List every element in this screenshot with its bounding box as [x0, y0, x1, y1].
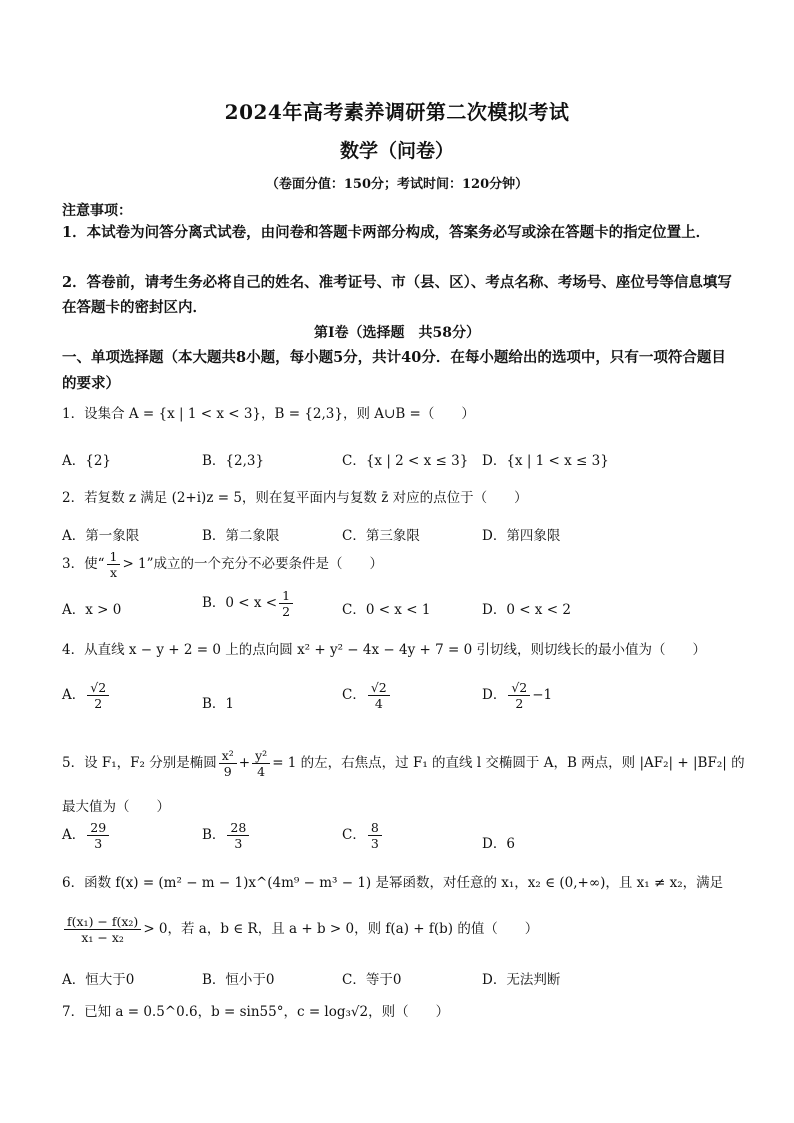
question-3-options: [62, 588, 742, 634]
q4-option-c-label: C．: [342, 687, 366, 703]
exam-subtitle: 数学（问卷）: [339, 140, 454, 162]
q5-option-b-num: 28: [227, 820, 249, 836]
q3-option-b-fraction: [279, 588, 293, 619]
q3-fraction: [107, 549, 121, 580]
q6-option-c: C．等于0: [342, 972, 402, 988]
q5-option-a-den: 3: [94, 836, 103, 851]
q1-option-c: C．{x | 2 < x ≤ 3}: [342, 453, 469, 469]
q5-plus: +: [238, 755, 251, 771]
q2-option-b: B．第二象限: [202, 528, 280, 544]
q4-option-a-fraction: [87, 680, 109, 711]
q5-option-b-fraction: [227, 820, 249, 851]
q1-option-a: A．{2}: [62, 453, 112, 469]
q5-option-c-num: 8: [368, 820, 382, 836]
q4-option-a-label: A．: [62, 687, 86, 703]
q4-option-d-post: −1: [532, 687, 553, 703]
exam-meta: （卷面分值：150分；考试时间：120分钟）: [265, 177, 529, 192]
q5-option-c-fraction: [368, 820, 382, 851]
q1-option-d: D．{x | 1 < x ≤ 3}: [482, 453, 609, 469]
question-2-stem: 2．若复数 z 满足 (2+i)z = 5，则在复平面内与复数 z̄ 对应的点位于（ ）: [62, 490, 528, 506]
q4-option-d-num: √2: [508, 680, 530, 696]
q2-option-c: C．第三象限: [342, 528, 420, 544]
note-item-1: 1．本试卷为问答分离式试卷，由问卷和答题卡两部分构成，答案务必写或涂在答题卡的指定位置上．: [62, 224, 711, 241]
q3-option-b-num: 1: [279, 588, 293, 604]
q5-option-c-label: C．: [342, 827, 366, 843]
q6-stem-post: > 0，若 a，b ∈ R，且 a + b > 0，则 f(a) + f(b) 的值（ ）: [143, 921, 539, 937]
question-6-options: [62, 968, 742, 998]
q6-fraction: [64, 914, 141, 945]
q1-option-b: B．{2,3}: [202, 453, 265, 469]
q6-option-d: D．无法判断: [482, 972, 561, 988]
q5-option-a-fraction: [87, 820, 109, 851]
q3-stem-pre: 3．使“: [62, 556, 105, 572]
question-4-stem: 4．从直线 x − y + 2 = 0 上的点向圆 x² + y² − 4x − 4y + 7 = 0 引切线，则切线长的最小值为（ ）: [62, 642, 706, 658]
q5-stem-post: = 1 的左，右焦点，过 F₁ 的直线 l 交椭圆于 A，B 两点，则 |AF₂| + |BF₂| 的: [272, 755, 745, 771]
q2-option-a: A．第一象限: [62, 528, 140, 544]
q5-frac1-den: 9: [223, 764, 232, 779]
q4-option-d-label: D．: [482, 687, 507, 703]
q4-option-d-den: 2: [515, 696, 524, 711]
q3-option-d: D．0 < x < 2: [482, 602, 571, 618]
q3-option-c: C．0 < x < 1: [342, 602, 431, 618]
question-3-stem: [62, 549, 742, 580]
q6-option-b: B．恒小于0: [202, 972, 275, 988]
question-1-stem: 1．设集合 A = {x | 1 < x < 3}，B = {2,3}，则 A∪B =（ ）: [62, 406, 475, 422]
question-5-stem-line2: 最大值为（ ）: [62, 799, 170, 815]
q4-option-c: [342, 680, 392, 711]
q5-ellipse-frac-2: [252, 748, 270, 779]
q3-option-a: A．x > 0: [62, 602, 122, 618]
q4-option-a: [62, 680, 111, 711]
q4-option-d-fraction: [508, 680, 530, 711]
q5-frac2-den: 4: [257, 764, 266, 779]
question-6-stem-line1: 6．函数 f(x) = (m² − m − 1)x^(4m⁹ − m³ − 1) 是幂函数，对任意的 x₁，x₂ ∈ (0,+∞)，且 x₁ ≠ x₂，满足: [62, 875, 724, 891]
q5-stem-pre: 5．设 F₁，F₂ 分别是椭圆: [62, 755, 217, 771]
q4-option-c-fraction: [368, 680, 390, 711]
q5-option-a: [62, 820, 111, 851]
question-7-stem: 7．已知 a = 0.5^0.6，b = sin55°，c = log₃√2，则（ ）: [62, 1004, 450, 1020]
q3-fraction-num: 1: [107, 549, 121, 565]
q5-option-b: [202, 820, 251, 851]
q6-fraction-num: f(x₁) − f(x₂): [64, 914, 141, 930]
q5-option-c: [342, 820, 384, 851]
q5-option-c-den: 3: [370, 836, 379, 851]
q2-option-d: D．第四象限: [482, 528, 561, 544]
q5-option-a-label: A．: [62, 827, 86, 843]
q3-fraction-den: x: [109, 565, 117, 580]
question-1-options: [62, 449, 742, 479]
q4-option-a-num: √2: [87, 680, 109, 696]
section1-heading: 一、单项选择题（本大题共8小题，每小题5分，共计40分．在每小题给出的选项中，只有一项符合题目的要求）: [62, 349, 726, 392]
question-4-options: [62, 680, 742, 724]
q4-option-a-den: 2: [94, 696, 103, 711]
q6-fraction-den: x₁ − x₂: [81, 930, 124, 945]
q3-option-b-den: 2: [282, 604, 291, 619]
q4-option-c-den: 4: [374, 696, 383, 711]
q4-option-c-num: √2: [368, 680, 390, 696]
q5-option-b-den: 3: [234, 836, 243, 851]
q4-option-b: B．1: [202, 696, 235, 712]
q4-option-d: [482, 680, 552, 711]
q6-option-a: A．恒大于0: [62, 972, 135, 988]
part1-heading: 第Ⅰ卷（选择题 共58分）: [313, 325, 481, 341]
q5-option-d: D．6: [482, 836, 515, 852]
q5-ellipse-frac-1: [219, 748, 237, 779]
q3-stem-post: > 1”成立的一个充分不必要条件是（ ）: [122, 556, 384, 572]
exam-title: 2024年高考素养调研第二次模拟考试: [224, 100, 570, 124]
note-item-2: 2．答卷前，请考生务必将自己的姓名、准考证号、市（县、区）、考点名称、考场号、座位号等信息填写在答题卡的密封区内．: [62, 274, 732, 316]
q5-option-b-label: B．: [202, 827, 226, 843]
question-5-stem: [62, 748, 745, 779]
question-5-options: [62, 820, 742, 864]
q3-option-b-pre: B．0 < x <: [202, 595, 278, 611]
q3-option-b: [202, 588, 295, 619]
q5-frac1-num: x²: [219, 748, 237, 764]
question-6-stem-line2: [62, 914, 742, 945]
q5-option-a-num: 29: [87, 820, 109, 836]
q5-frac2-num: y²: [252, 748, 270, 764]
notes-heading: 注意事项：: [62, 203, 132, 219]
